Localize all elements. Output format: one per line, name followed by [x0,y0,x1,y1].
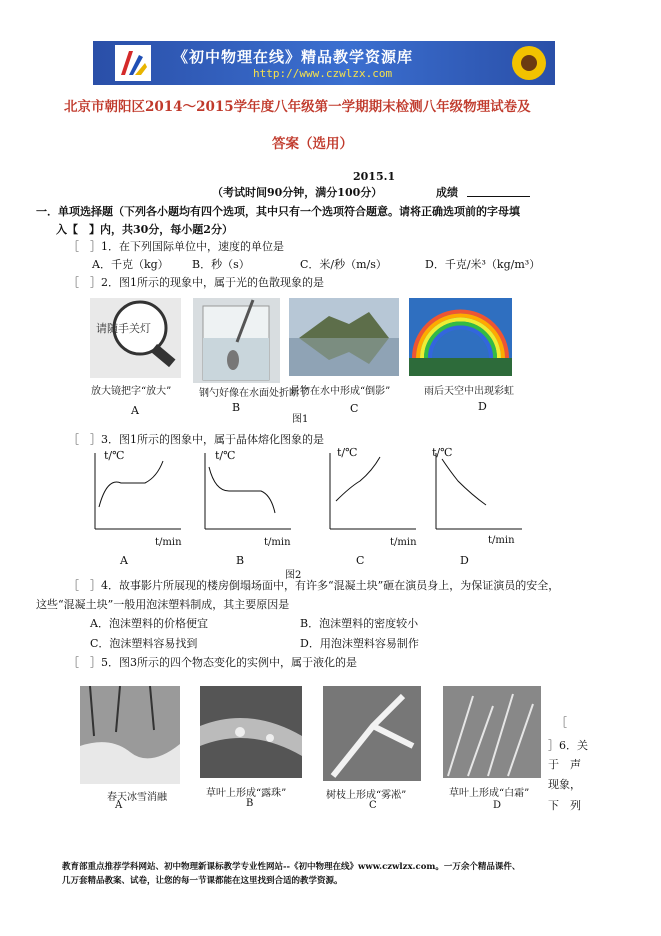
graph-c-xlabel: t/min [390,537,417,548]
q2-letter-a: A [131,404,139,417]
q1-stem: ［ ］1．在下列国际单位中，速度的单位是 [68,240,284,253]
q3-letter-d: D [460,554,469,567]
q5-letter-a: A [115,800,123,811]
q3-stem: ［ ］3．图1所示的图象中，属于晶体熔化图象的是 [68,433,324,446]
banner-url[interactable]: http://www.czwlzx.com [253,67,393,80]
q5-image-a [80,686,180,784]
q2-caption-d: 雨后天空中出现彩虹 [424,386,514,397]
q5-image-b [200,686,302,778]
rime-branch-icon [323,686,421,781]
q6-line2: 于 声 [548,758,581,771]
q2-image-d [409,298,512,376]
header-banner [93,41,555,85]
q4-option-b[interactable]: B．泡沫塑料的密度较小 [300,617,419,630]
footer-line1: 教育部重点推荐学科网站、初中物理新课标教学专业性网站--《初中物理在线》www.czwlzx.com。一万余个精品课件、 [62,862,521,872]
q3-letter-b: B [236,554,245,567]
page-footer [62,860,520,888]
page-title: 北京市朝阳区2014～2015学年度八年级第一学期期末检测八年级物理试卷及 [64,99,531,115]
score-label: 成绩 [436,186,458,199]
q2-stem: ［ ］2．图1所示的现象中，属于光的色散现象的是 [68,276,324,289]
rainbow-icon [409,298,512,376]
section-heading: 一．单项选择题（下列各小题均有四个选项，其中只有一个选项符合题意。请将正确选项前的字母填 [36,205,520,218]
q1-option-b[interactable]: B．秒（s） [192,258,250,271]
q2-letter-d: D [478,400,487,413]
q5-caption-b: 草叶上形成“露珠” [206,788,287,799]
frost-grass-icon [443,686,541,778]
exam-time-score: （考试时间90分钟，满分100分） [212,186,383,199]
figure-1-label: 图1 [292,414,309,425]
q2-image-b [193,298,280,383]
banner-title: 《初中物理在线》精品教学资源库 [173,48,414,66]
q5-caption-a: 春天冰雪消融 [107,792,167,803]
q5-caption-d: 草叶上形成“白霜” [449,788,530,799]
graph-d [426,447,526,535]
spoon-in-glass-icon [193,298,280,383]
graph-a-xlabel: t/min [155,537,182,548]
q2-caption-c: 景物在水中形成“倒影” [290,386,391,397]
q6-line4: 下 列 [548,799,581,812]
q5-image-c [323,686,421,781]
q2-caption-a: 放大镜把字“放大” [91,386,172,397]
score-blank[interactable] [467,196,530,197]
graph-c [320,447,420,535]
section-heading-line2: 入【 】内，共30分，每小题2分） [56,223,233,236]
graph-b-xlabel: t/min [264,537,291,548]
graph-d-xlabel: t/min [488,535,515,546]
q2-letter-c: C [350,402,359,415]
graph-b [195,447,295,535]
q6-bracket: ［ [556,716,567,729]
q1-option-a[interactable]: A．千克（kg） [92,258,169,271]
q4-stem-line1: ［ ］4．故事影片所展现的楼房倒塌场面中，有许多“混凝土块”砸在演员身上，为保证演员的安全， [68,579,560,592]
q5-stem: ［ ］5．图3所示的四个物态变化的实例中，属于液化的是 [68,656,357,669]
q2-image-a [90,298,181,378]
melting-snow-icon [80,686,180,784]
graph-a-ylabel: t/℃ [104,449,125,462]
q5-letter-c: C [369,800,377,811]
graph-c-ylabel: t/℃ [337,446,358,459]
q6-line3: 现象， [548,778,581,791]
q4-option-c[interactable]: C．泡沫塑料容易找到 [90,637,198,650]
graph-a [85,447,185,535]
exam-date: 2015.1 [353,170,396,183]
sunflower-icon [509,43,549,83]
q5-image-d [443,686,541,778]
sign-text: 请随手关灯 [96,322,151,335]
page-title-line2: 答案（选用） [272,136,353,152]
q3-letter-c: C [356,554,365,567]
q4-option-a[interactable]: A．泡沫塑料的价格便宜 [90,617,208,630]
q3-letter-a: A [120,554,128,567]
magnifier-icon [90,298,181,378]
dew-leaf-icon [200,686,302,778]
site-logo-icon [115,45,151,81]
graph-b-ylabel: t/℃ [215,449,236,462]
q4-option-d[interactable]: D．用泡沫塑料容易制作 [300,637,419,650]
figure-2-label: 图2 [285,570,302,581]
q5-caption-c: 树枝上形成“雾凇” [326,790,407,801]
q6-line1: ］6．关 [548,739,588,752]
graph-d-ylabel: t/℃ [432,446,453,459]
reflection-icon [289,298,399,376]
q2-caption-b: 钢勺好像在水面处折断了 [199,388,309,399]
q1-option-c[interactable]: C．米/秒（m/s） [300,258,387,271]
q5-letter-b: B [246,798,254,809]
q2-letter-b: B [232,401,241,414]
q5-letter-d: D [493,800,502,811]
q4-stem-line2: 这些“混凝土块”一般用泡沫塑料制成，其主要原因是 [36,598,290,611]
q1-option-d[interactable]: D．千克/米³（kg/m³） [425,258,541,271]
footer-line2: 几万套精品教案、试卷，让您的每一节课都能在这里找到合适的教学资源。 [62,876,343,886]
q2-image-c [289,298,399,376]
